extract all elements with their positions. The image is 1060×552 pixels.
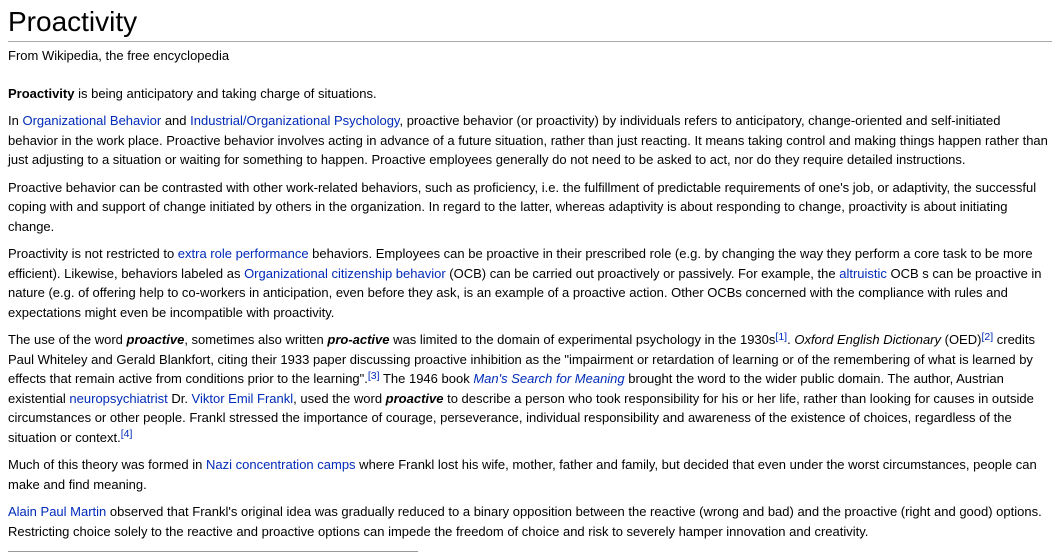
reference-link[interactable]: [2] xyxy=(981,330,994,343)
text-segment: Dr. xyxy=(167,390,192,406)
site-subtitle: From Wikipedia, the free encyclopedia xyxy=(8,47,230,63)
wiki-link[interactable]: extra role performance xyxy=(177,246,309,262)
text-segment: proactive xyxy=(126,332,185,348)
paragraph xyxy=(8,111,1052,170)
text-segment: pro-active xyxy=(327,332,390,348)
reference-link[interactable]: [3] xyxy=(367,369,380,382)
wiki-link[interactable]: Organizational Behavior xyxy=(22,113,162,129)
reference-superscript xyxy=(775,331,787,343)
text-segment: brought the word to the wider public domain. The author, Austrian existential xyxy=(8,371,1004,406)
paragraph xyxy=(8,502,1052,541)
reference-superscript xyxy=(981,331,993,343)
page-title: Proactivity xyxy=(8,7,1052,42)
wiki-link[interactable]: Industrial/Organizational Psychology xyxy=(190,113,400,129)
wiki-link[interactable]: Nazi concentration camps xyxy=(205,457,356,473)
text-segment: Proactivity xyxy=(8,85,75,101)
text-segment: Oxford English Dictionary xyxy=(794,332,941,348)
paragraph xyxy=(8,244,1052,322)
paragraph xyxy=(8,178,1052,237)
text-segment: Much of this theory was formed in xyxy=(8,457,206,473)
text-segment: where Frankl lost his wife, mother, father and family, but decided that even under the worst circumstances, people can make and find meaning. xyxy=(8,457,1037,492)
text-segment: Proactivity is not restricted to xyxy=(8,246,178,262)
text-segment: The 1946 book xyxy=(379,371,474,387)
text-segment: , proactive behavior (or proactivity) by individuals refers to anticipatory, change-oriented and self-initiated behavior in the work place. Proactive behavior involves acting in advance of a future situation, rather than just reacting. It means taking control and making things happen rather than just adjusting to a situation or waiting for something to happen. Proactive employees generally do not need to be asked to act, nor do they require detailed instructions. xyxy=(8,113,1048,168)
text-segment: behaviors. Employees can be proactive in their prescribed role (e.g. by changing the way they perform a core task to be more efficient). Likewise, behaviors labeled as xyxy=(8,246,1033,281)
text-segment: proactive xyxy=(385,390,444,406)
text-segment: (OCB) can be carried out proactively or passively. For example, the xyxy=(445,265,840,281)
text-segment: The use of the word xyxy=(8,332,127,348)
text-segment: , used the word xyxy=(293,390,386,406)
reference-superscript xyxy=(368,370,380,382)
wiki-link[interactable]: Organizational citizenship behavior xyxy=(244,265,446,281)
article-body xyxy=(8,84,1052,542)
text-segment: observed that Frankl's original idea was gradually reduced to a binary opposition between the reactive (wrong and bad) and the proactive (right and good) options. Restricting choice solely to the reactive and proactive options can impede the freedom of choice and risk to severely hamper innovation and creativity. xyxy=(8,504,1042,539)
text-segment: , sometimes also written xyxy=(184,332,328,348)
wiki-link[interactable]: Alain Paul Martin xyxy=(8,504,107,520)
article-page xyxy=(0,7,1060,552)
text-segment: was limited to the domain of experimental psychology in the 1930s xyxy=(389,332,776,348)
wiki-link[interactable]: Man's Search for Meaning xyxy=(473,371,625,387)
reference-link[interactable]: [4] xyxy=(120,428,133,441)
wiki-link[interactable]: neuropsychiatrist xyxy=(69,390,168,406)
paragraph xyxy=(8,330,1052,447)
wiki-link[interactable]: altruistic xyxy=(839,265,887,281)
text-segment: (OED) xyxy=(941,332,982,348)
text-segment: OCB s can be proactive in nature (e.g. of offering help to co-workers in anticipation, even before they ask, is an example of a proactive action. Other OCBs concerned with the compliance with rules and expectations might even be incompatible with proactivity. xyxy=(8,265,1042,320)
reference-superscript xyxy=(121,428,133,440)
wiki-link[interactable]: Viktor Emil Frankl xyxy=(191,390,294,406)
text-segment: In xyxy=(8,113,23,129)
text-segment: credits Paul Whiteley and Gerald Blankfort, citing their 1933 paper discussing proactive inhibition as the "impairment or retardation of learning or of the remembering of what is learned by effects that remain active from conditions prior to the learning". xyxy=(8,332,1036,387)
text-segment: Proactive behavior can be contrasted with other work-related behaviors, such as proficiency, i.e. the fulfillment of predictable requirements of one's job, or adaptivity, the successful coping with and support of change initiated by others in the organization. In regard to the latter, whereas adaptivity is about responding to change, proactivity is about initiating change. xyxy=(8,179,1037,234)
paragraph xyxy=(8,455,1052,494)
reference-link[interactable]: [1] xyxy=(775,330,788,343)
paragraph xyxy=(8,84,1052,104)
text-segment: . xyxy=(787,332,795,348)
text-segment: and xyxy=(161,113,191,129)
text-segment: is being anticipatory and taking charge of situations. xyxy=(74,85,377,101)
text-segment: to describe a person who took responsibility for his or her life, rather than looking for causes in outside circumstances or other people. Frankl stressed the importance of courage, perseverance, individual responsibility and awareness of the existence of choices, regardless of the situation or context. xyxy=(8,390,1034,445)
